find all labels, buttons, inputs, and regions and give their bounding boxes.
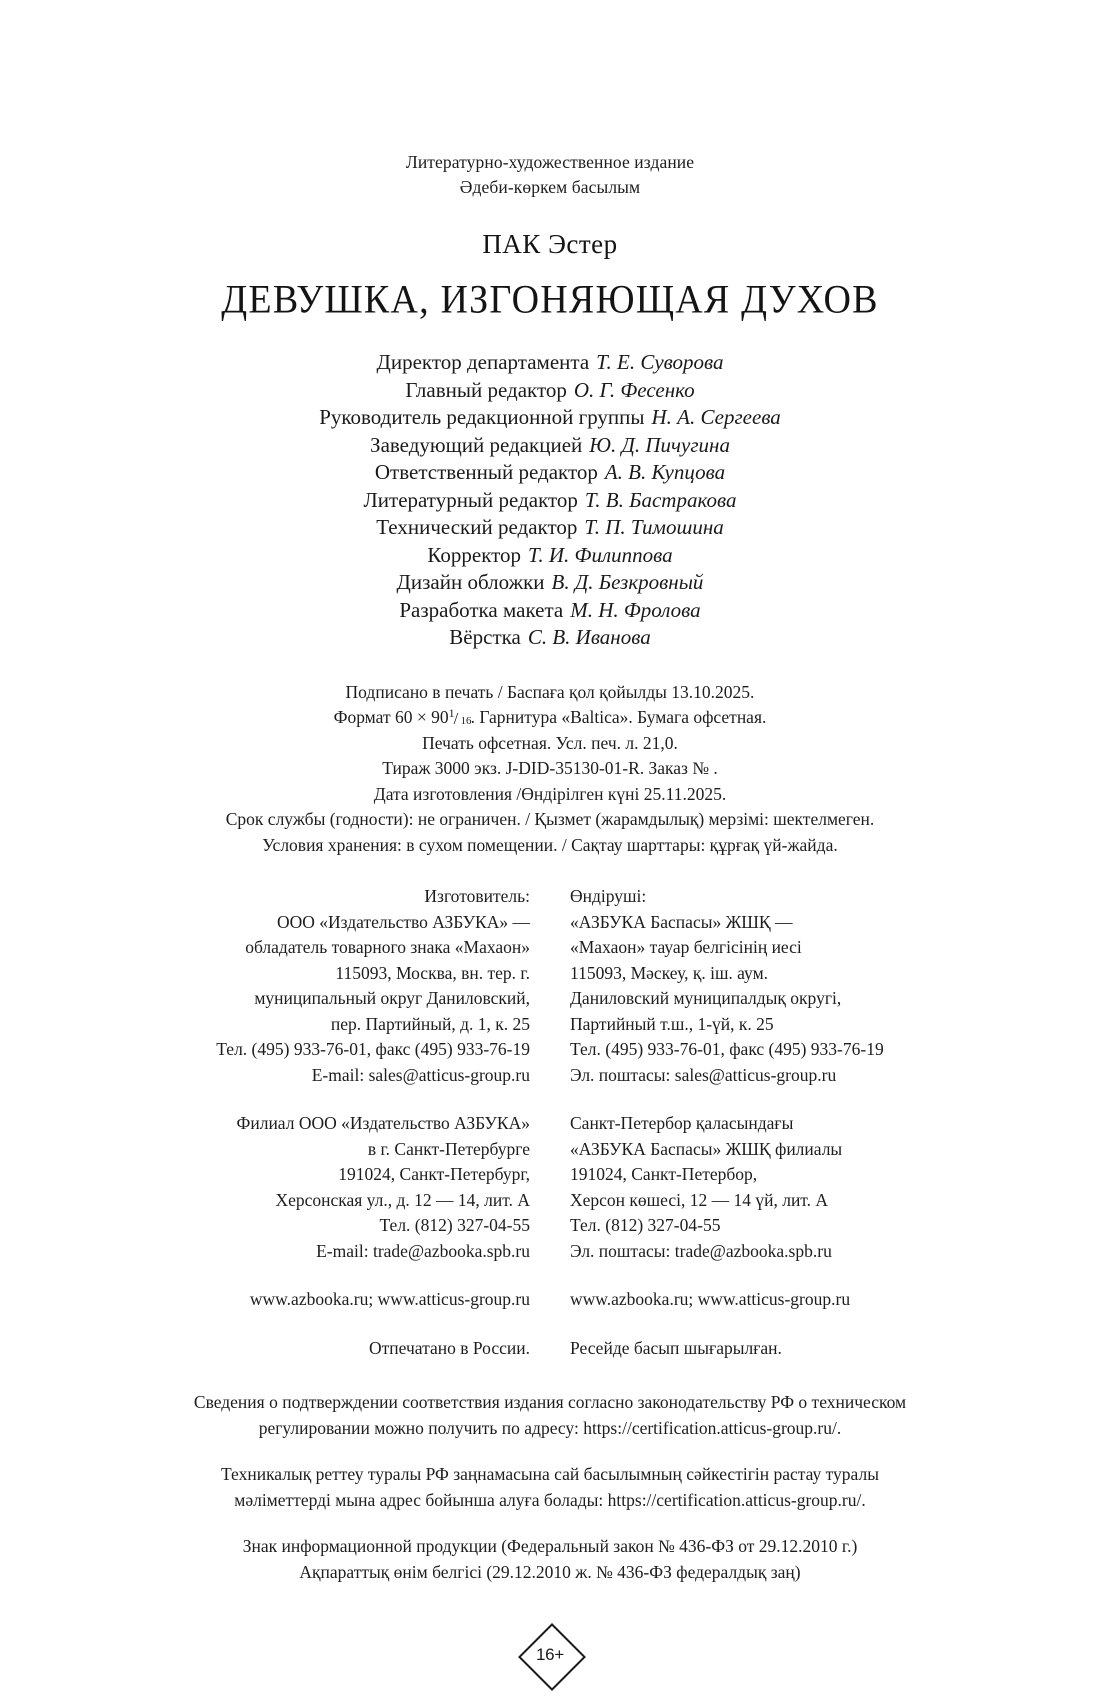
info-sign-kk: Ақпараттық өнім белгісі (29.12.2010 ж. № 436-ФЗ федералдық заң) [299,1562,801,1582]
format-fraction [448,705,472,728]
conformity-ru-line-1: Сведения о подтверждении соответствия издания согласно законодательству РФ о техническом [193,1392,907,1412]
branch-line: Филиал ООО «Издательство АЗБУКА» [236,1113,530,1133]
edition-line-kk: Әдеби-көркем басылым [459,177,641,197]
publisher-column-ru [165,884,550,1361]
credit-row [100,624,1000,652]
manufacturer-phone: Тел. (495) 933-76-01, факс (495) 933-76-19 [216,1039,530,1059]
credit-row [100,597,1000,625]
edition-line-ru: Литературно-художественное издание [405,152,695,172]
branch-block-ru [165,1111,530,1264]
format-line [100,705,1000,731]
credit-name: Т. В. Бастракова [584,487,737,512]
website-line[interactable]: www.azbooka.ru; www.atticus-group.ru [249,1289,530,1309]
branch-line: «АЗБУКА Баспасы» ЖШҚ филиалы [570,1138,843,1159]
branch-email[interactable]: Эл. поштасы: trade@azbooka.spb.ru [570,1240,832,1261]
credit-name: Т. И. Филиппова [528,542,673,567]
credit-row [100,487,1000,515]
page-title: ДЕВУШКА, ИЗГОНЯЮЩАЯ ДУХОВ [221,277,879,323]
fraction-numerator: 1 [448,705,455,720]
manufacturer-line: «Махаон» тауар белгісінің иесі [570,937,802,957]
credit-role: Вёрстка [449,625,521,649]
legal-notes [100,1389,1000,1585]
age-rating-wrapper [100,1623,1000,1687]
fraction-bar: / [453,708,459,728]
age-rating-badge [518,1623,582,1687]
branch-line: Санкт-Петербор қаласындағы [570,1113,794,1133]
credit-row [100,349,1000,377]
manufacturer-line: обладатель товарного знака «Махаон» [245,937,530,957]
signed-for-print-line: Подписано в печать / Баспаға қол қойылды 13.10.2025. [345,681,755,702]
printed-in-line: Ресейде басып шығарылған. [570,1337,782,1358]
conformity-note-kk [100,1461,1000,1513]
website-line[interactable]: www.azbooka.ru; www.atticus-group.ru [570,1289,851,1309]
author-name: ПАК Эстер [482,229,618,259]
manufacturer-line: Партийный т.ш., 1-үй, к. 25 [570,1013,774,1034]
branch-block-kk [570,1111,935,1264]
page-content [100,150,1000,1687]
credit-role: Руководитель редакционной группы [319,405,645,429]
credit-row [100,404,1000,432]
credit-name: Ю. Д. Пичугина [589,432,730,457]
credit-role: Главный редактор [405,377,567,402]
manufacturer-line: пер. Партийный, д. 1, к. 25 [330,1013,530,1034]
manufacturer-line: ООО «Издательство АЗБУКА» — [276,911,530,932]
branch-line: Херсонская ул., д. 12 — 14, лит. А [275,1189,530,1210]
website-block-ru [165,1287,530,1313]
info-sign-ru: Знак информационной продукции (Федеральный закон № 436-ФЗ от 29.12.2010 г.) [242,1536,858,1556]
manufacturer-email[interactable]: E-mail: sales@atticus-group.ru [311,1064,530,1085]
branch-phone: Тел. (812) 327-04-55 [379,1215,530,1235]
credit-name: Т. П. Тимошина [584,515,724,539]
credit-role: Разработка макета [399,597,564,622]
credit-row [100,459,1000,487]
service-life-line: Срок службы (годности): не ограничен. / Қызмет (жарамдылық) мерзімі: шектелмеген. [225,809,875,829]
manufacturer-phone: Тел. (495) 933-76-01, факс (495) 933-76-19 [570,1039,884,1059]
conformity-ru-line-2: регулировании можно получить по адресу: https://certification.atticus-group.ru/. [258,1418,842,1438]
manufacturer-line: муниципальный округ Даниловский, [254,988,530,1008]
format-prefix: Формат 60 × 90 [333,707,449,727]
website-block-kk [570,1287,935,1313]
circulation-line: Тираж 3000 экз. J-DID-35130-01-R. Заказ № . [382,758,718,778]
credit-role: Литературный редактор [363,487,578,512]
credit-row [100,432,1000,460]
credit-row [100,569,1000,597]
manufacturer-email[interactable]: Эл. поштасы: sales@atticus-group.ru [570,1064,837,1085]
conformity-kk-line-1: Техникалық реттеу туралы РФ заңнамасына сай басылымның сәйкестігін растау туралы [221,1464,879,1484]
branch-line: в г. Санкт-Петербурге [367,1138,530,1159]
info-sign-note [100,1533,1000,1585]
credit-role: Технический редактор [376,515,578,539]
manufacturer-block-ru [165,884,530,1088]
format-suffix: . Гарнитура «Baltica». Бумага офсетная. [470,707,767,727]
credit-role: Заведующий редакцией [370,432,583,457]
printed-in-line: Отпечатано в России. [369,1337,530,1358]
credit-name: Т. Е. Суворова [596,350,724,374]
printing-line: Печать офсетная. Усл. печ. л. 21,0. [422,732,678,753]
credit-name: М. Н. Фролова [570,597,701,622]
branch-line: 191024, Санкт-Петербург, [338,1164,530,1184]
conformity-note-ru [100,1389,1000,1441]
credit-name: О. Г. Фесенко [573,377,695,402]
credit-name: В. Д. Безкровный [551,570,704,594]
manufacturer-block-kk [570,884,935,1088]
branch-phone: Тел. (812) 327-04-55 [570,1215,721,1235]
publisher-columns [100,884,1000,1361]
branch-email[interactable]: E-mail: trade@azbooka.spb.ru [316,1240,530,1261]
printed-in-block-ru [165,1336,530,1362]
storage-conditions-line: Условия хранения: в сухом помещении. / Сақтау шарттары: құрғақ үй-жайда. [262,834,838,855]
credit-row [100,542,1000,570]
manufacturer-line: Даниловский муниципалдық округі, [570,988,842,1008]
credit-role: Дизайн обложки [396,570,545,594]
credits-list [100,349,1000,652]
manufacturer-line: 115093, Москва, вн. тер. г. [335,962,530,983]
print-info-block [100,680,1000,859]
credit-row [100,514,1000,542]
conformity-kk-line-2: мәліметтерді мына адрес бойынша алуға болады: https://certification.atticus-group.ru/. [234,1490,866,1510]
printed-in-block-kk [570,1336,935,1362]
credit-name: Н. А. Сергеева [651,405,781,429]
credit-name: С. В. Иванова [527,625,651,649]
manufacture-date-line: Дата изготовления /Өндірілген күні 25.11.2025. [373,783,727,804]
manufacturer-line: 115093, Мәскеу, қ. іш. аум. [570,962,769,983]
branch-line: Херсон көшесі, 12 — 14 үй, лит. А [570,1189,829,1210]
manufacturer-heading-kk: Өндіруші: [570,886,647,906]
manufacturer-heading-ru: Изготовитель: [424,886,530,906]
credit-row [100,377,1000,405]
credit-role: Ответственный редактор [374,460,598,484]
manufacturer-line: «АЗБУКА Баспасы» ЖШҚ — [570,911,793,932]
credit-role: Корректор [427,542,522,567]
edition-heading [100,150,1000,200]
credit-name: А. В. Купцова [604,460,726,484]
credit-role: Директор департамента [376,350,590,374]
branch-line: 191024, Санкт-Петербор, [570,1164,758,1184]
age-rating-label: 16+ [536,1645,564,1664]
publisher-column-kk [550,884,935,1361]
fraction-denominator: 16 [460,715,472,728]
